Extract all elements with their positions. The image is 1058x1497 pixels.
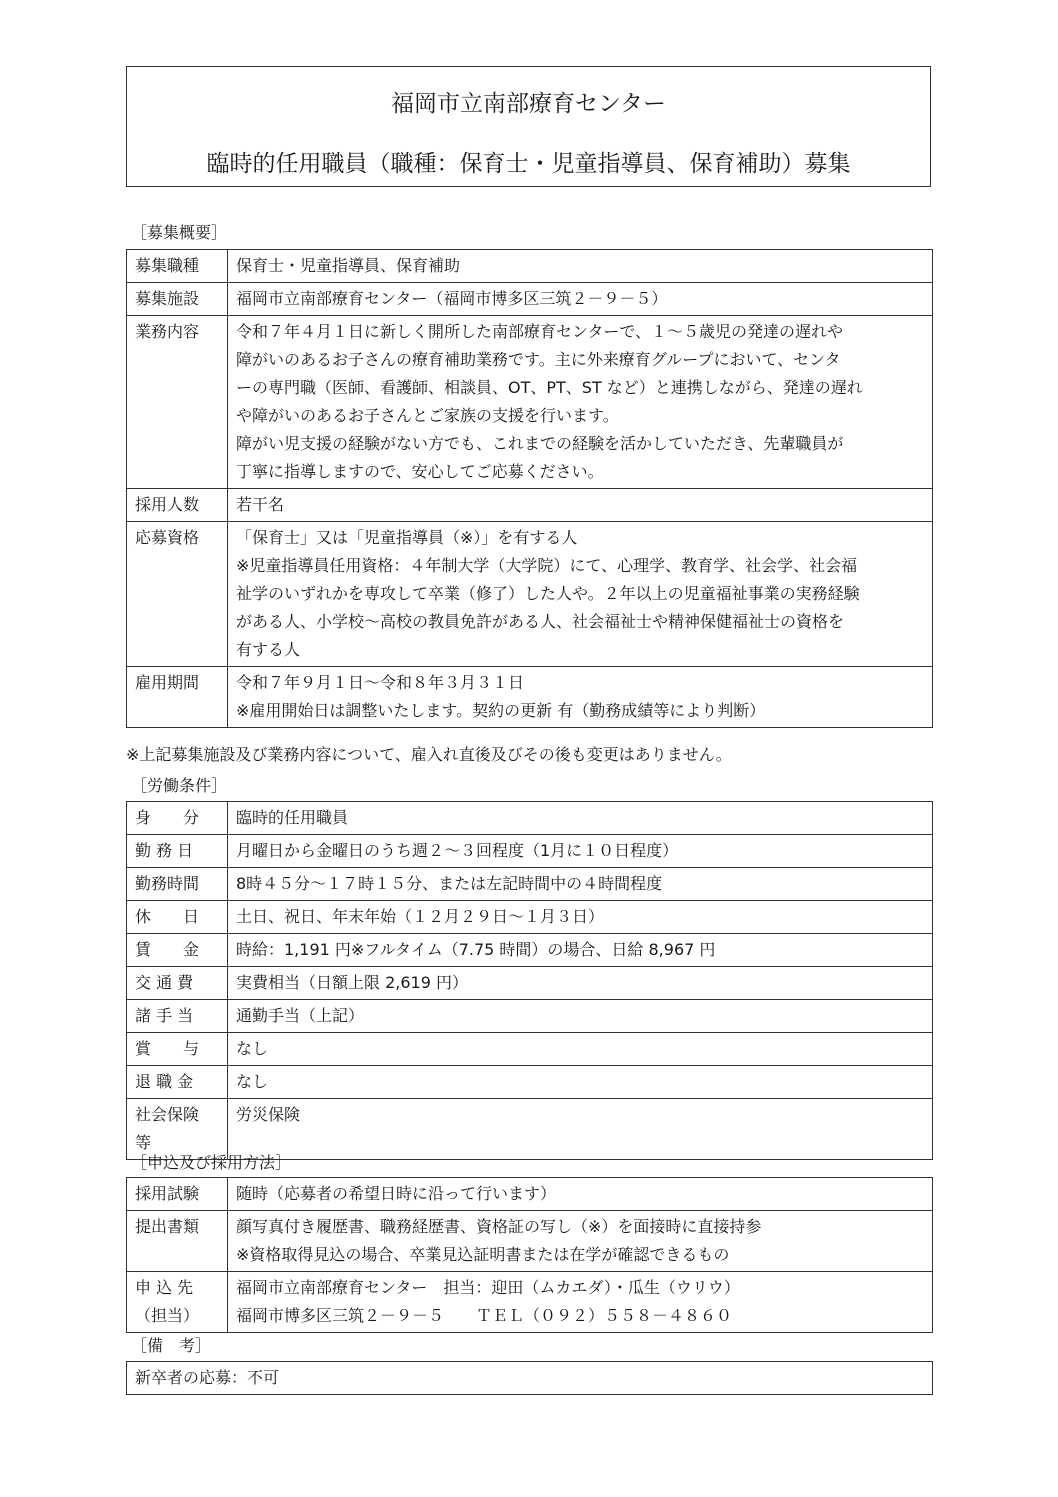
table-row	[127, 667, 933, 728]
row-value: 若干名	[228, 489, 933, 522]
row-value	[228, 667, 933, 728]
facility-title: 福岡市立南部療育センター	[390, 91, 667, 117]
row-label: 身 分	[127, 802, 228, 835]
row-value: 随時（応募者の希望日時に沿って行います）	[228, 1178, 933, 1211]
text-line: 祉学のいずれかを専攻して卒業（修了）した人や。２年以上の児童福祉事業の実務経験	[236, 584, 860, 603]
row-label: 採用試験	[127, 1178, 228, 1211]
row-label: 勤務時間	[127, 868, 228, 901]
row-value: 月曜日から金曜日のうち週２～３回程度（1月に１０日程度）	[228, 835, 933, 868]
table-row	[127, 1033, 933, 1066]
section-remarks-heading: ［備 考］	[131, 1336, 212, 1355]
section-overview-heading: ［募集概要］	[131, 223, 228, 242]
text-line: 等	[135, 1133, 152, 1152]
text-line: 福岡市立南部療育センター 担当：迎田（ムカエダ）・瓜生（ウリウ）	[236, 1278, 740, 1297]
section-application-heading: ［申込及び採用方法］	[131, 1153, 292, 1172]
row-label: 賃 金	[127, 934, 228, 967]
text-line: 障がいのあるお子さんの療育補助業務です。主に外来療育グループにおいて、センタ	[236, 350, 841, 369]
table-row	[127, 868, 933, 901]
text-line: や障がいのあるお子さんとご家族の支援を行います。	[236, 406, 619, 425]
row-label: 提出書類	[127, 1211, 228, 1272]
text-line: ※資格取得見込の場合、卒業見込証明書または在学が確認できるもの	[236, 1245, 730, 1264]
row-value: 8時４５分～１７時１５分、または左記時間中の４時間程度	[228, 868, 933, 901]
text-line: 令和７年４月１日に新しく開所した南部療育センターで、１～５歳児の発達の遅れや	[236, 322, 844, 341]
text-line: 障がい児支援の経験がない方でも、これまでの経験を活かしていただき、先輩職員が	[236, 434, 844, 453]
text-line: 丁寧に指導しますので、安心してご応募ください。	[236, 462, 604, 481]
row-value: 臨時的任用職員	[228, 802, 933, 835]
table-row	[127, 489, 933, 522]
row-label: 勤 務 日	[127, 835, 228, 868]
row-label: 交 通 費	[127, 967, 228, 1000]
row-label: 応募資格	[127, 522, 228, 667]
row-value: 通勤手当（上記）	[228, 1000, 933, 1033]
table-row	[127, 316, 933, 489]
table-row	[127, 802, 933, 835]
table-row	[127, 522, 933, 667]
text-line: 福岡市博多区三筑２－９－５ ＴＥＬ（０９２）５５８－４８６０	[236, 1306, 733, 1325]
row-value: 福岡市立南部療育センター（福岡市博多区三筑２－９－５）	[228, 283, 933, 316]
row-label: 採用人数	[127, 489, 228, 522]
text-line: 顔写真付き履歴書、職務経歴書、資格証の写し（※）を面接時に直接持参	[236, 1217, 762, 1236]
overview-table	[126, 249, 933, 728]
row-value: 保育士・児童指導員、保育補助	[228, 250, 933, 283]
row-value: 実費相当（日額上限 2,619 円）	[228, 967, 933, 1000]
row-value	[228, 1272, 933, 1333]
table-row	[127, 934, 933, 967]
table-row	[127, 250, 933, 283]
row-value	[228, 522, 933, 667]
text-line: 有する人	[236, 640, 301, 659]
text-line: 令和７年９月１日～令和８年３月３１日	[236, 673, 525, 692]
table-row	[127, 1362, 933, 1395]
row-label: 雇用期間	[127, 667, 228, 728]
row-label: 業務内容	[127, 316, 228, 489]
table-row	[127, 1066, 933, 1099]
table-row	[127, 901, 933, 934]
text-line: ※児童指導員任用資格：４年制大学（大学院）にて、心理学、教育学、社会学、社会福	[236, 556, 858, 575]
row-label: 退 職 金	[127, 1066, 228, 1099]
text-line: 社会保険	[135, 1105, 200, 1124]
text-line: 「保育士」又は「児童指導員（※）」を有する人	[236, 528, 578, 547]
text-line: ※雇用開始日は調整いたします。契約の更新 有（勤務成績等により判断）	[236, 701, 766, 720]
text-line: 申 込 先	[135, 1278, 194, 1297]
row-value	[228, 1211, 933, 1272]
row-value	[228, 316, 933, 489]
row-value: なし	[228, 1033, 933, 1066]
row-value: 土日、祝日、年末年始（１２月２９日～１月３日）	[228, 901, 933, 934]
conditions-table	[126, 801, 933, 1160]
table-row	[127, 967, 933, 1000]
text-line: がある人、小学校～高校の教員免許がある人、社会福祉士や精神保健福祉士の資格を	[236, 612, 845, 631]
row-value: 労災保険	[228, 1099, 933, 1160]
table-row	[127, 283, 933, 316]
row-value: 時給：1,191 円※フルタイム（7.75 時間）の場合、日給 8,967 円	[228, 934, 933, 967]
title-box	[126, 66, 931, 187]
remarks-table	[126, 1361, 933, 1395]
text-line: （担当）	[135, 1306, 200, 1325]
text-line: ーの専門職（医師、看護師、相談員、OT、PT、ST など）と連携しながら、発達の遅れ	[236, 378, 863, 397]
row-value: なし	[228, 1066, 933, 1099]
table-row	[127, 1211, 933, 1272]
table-row	[127, 1178, 933, 1211]
row-label: 募集職種	[127, 250, 228, 283]
application-table	[126, 1177, 933, 1333]
row-label: 賞 与	[127, 1033, 228, 1066]
row-label: 休 日	[127, 901, 228, 934]
table-row	[127, 1272, 933, 1333]
table-row	[127, 835, 933, 868]
table-row	[127, 1000, 933, 1033]
recruitment-title: 臨時的任用職員（職種：保育士・児童指導員、保育補助）募集	[206, 151, 851, 177]
row-label: 募集施設	[127, 283, 228, 316]
section-conditions-heading: ［労働条件］	[131, 776, 228, 795]
remarks-value: 新卒者の応募：不可	[127, 1362, 933, 1395]
row-label	[127, 1272, 228, 1333]
row-label: 諸 手 当	[127, 1000, 228, 1033]
overview-footnote: ※上記募集施設及び業務内容について、雇入れ直後及びその後も変更はありません。	[126, 745, 732, 764]
